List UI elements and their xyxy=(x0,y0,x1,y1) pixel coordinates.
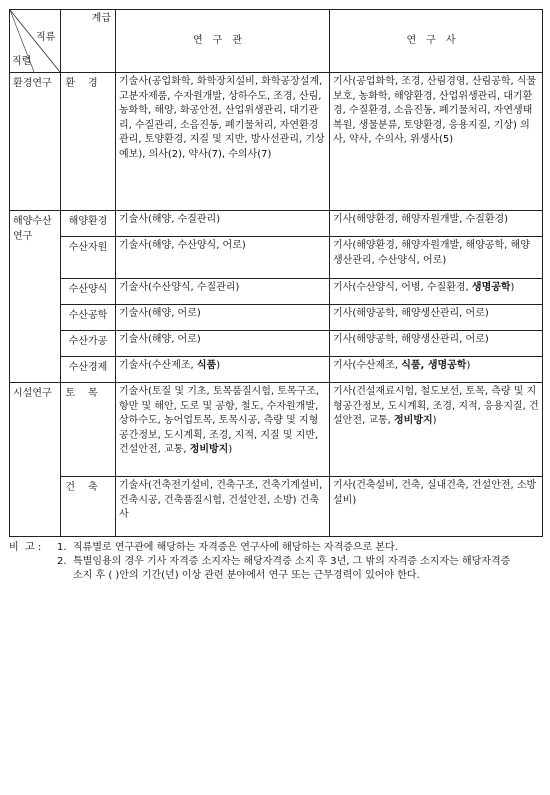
researcher-cell xyxy=(116,357,330,383)
table-row xyxy=(10,211,543,237)
researcher-column-header: 연구관 xyxy=(116,10,330,73)
header-corner-cell xyxy=(10,10,61,73)
researcher-cell: 기술사(해양, 어로) xyxy=(116,305,330,331)
note-number: 2. xyxy=(57,556,67,567)
assistant-text: 기사(수산양식, 어병, 수질환경, xyxy=(333,282,472,293)
researcher-cell: 기술사(해양, 수질관리) xyxy=(116,211,330,237)
assistant-emphasis: 정비방지 xyxy=(394,415,433,426)
duty-label: 직류 xyxy=(36,32,56,43)
assistant-text: 기사(수산제조, xyxy=(333,360,402,371)
assistant-cell xyxy=(330,383,543,477)
series-cell: 해양수산 연구 xyxy=(10,211,61,383)
qualification-table xyxy=(9,9,543,537)
assistant-cell: 기사(해양환경, 해양자원개발, 수질환경) xyxy=(330,211,543,237)
note-line xyxy=(9,555,542,569)
note-text: 특별임용의 경우 기사 자격증 소지자는 해당자격증 소지 후 3년, 그 밖의 자격증 소지자는 해당자격증 xyxy=(73,556,511,567)
assistant-emphasis: 생명공학 xyxy=(471,282,511,293)
researcher-cell: 기술사(수산양식, 수질관리) xyxy=(116,279,330,305)
assistant-cell: 기사(공업화학, 조경, 산림경영, 산림공학, 식물보호, 농화학, 해양환경, 산업위생관리, 대기환경, 수질환경, 소음진동, 폐기물처리, 자연생태복원, 생물분류, 토양환경, 응용지질, 기상) 의사, 약사, 수의사, 위생사(5) xyxy=(330,73,543,211)
duty-cell: 수산자원 xyxy=(61,237,116,279)
series-cell: 환경연구 xyxy=(10,73,61,211)
researcher-cell: 기술사(해양, 수산양식, 어로) xyxy=(116,237,330,279)
researcher-emphasis: 식품 xyxy=(196,360,217,371)
assistant-emphasis: 식품, 생명공학 xyxy=(401,360,467,371)
researcher-tail: ) xyxy=(216,360,221,371)
researcher-emphasis: 정비방지 xyxy=(189,444,229,455)
notes-section xyxy=(9,541,542,583)
note-text: 소지 후 ( )안의 기간(년) 이상 관련 분야에서 연구 또는 근무경력이 있어야 한다. xyxy=(73,570,420,581)
researcher-tail: ) xyxy=(228,444,233,455)
duty-cell: 해양환경 xyxy=(61,211,116,237)
duty-cell: 환경 xyxy=(61,73,116,211)
duty-cell: 수산공학 xyxy=(61,305,116,331)
table-row xyxy=(10,477,543,537)
note-line xyxy=(9,541,542,555)
assistant-cell: 기사(해양공학, 해양생산관리, 어로) xyxy=(330,305,543,331)
assistant-column-header: 연구사 xyxy=(330,10,543,73)
note-spacer xyxy=(57,569,73,583)
table-row xyxy=(10,383,543,477)
assistant-cell xyxy=(330,357,543,383)
assistant-text: 기사(건설재료시험, 철도보선, 토목, 측량 및 지형공간정보, 도시계획, 조경, 지적, 응용지질, 건설안전, 교통, xyxy=(333,386,539,426)
header-row xyxy=(10,10,543,73)
notes-lead: 비 고 : xyxy=(9,542,42,553)
note-line xyxy=(9,569,542,583)
table-row xyxy=(10,305,543,331)
table-row xyxy=(10,237,543,279)
duty-cell: 수산경제 xyxy=(61,357,116,383)
series-cell: 시설연구 xyxy=(10,383,61,537)
researcher-text: 기술사(수산제조, xyxy=(119,360,197,371)
assistant-tail: ) xyxy=(510,282,515,293)
assistant-cell: 기사(건축설비, 건축, 실내건축, 건설안전, 소방설비) xyxy=(330,477,543,537)
researcher-cell xyxy=(116,383,330,477)
table-row xyxy=(10,357,543,383)
note-number: 1. xyxy=(57,542,67,553)
table-row xyxy=(10,279,543,305)
assistant-cell: 기사(해양공학, 해양생산관리, 어로) xyxy=(330,331,543,357)
header-corner-cell-right xyxy=(61,10,116,73)
duty-cell: 토목 xyxy=(61,383,116,477)
duty-cell: 수산가공 xyxy=(61,331,116,357)
note-text: 직류별로 연구관에 해당하는 자격증은 연구사에 해당하는 자격증으로 본다. xyxy=(73,542,398,553)
assistant-tail: ) xyxy=(466,360,471,371)
researcher-cell: 기술사(해양, 어로) xyxy=(116,331,330,357)
table-row xyxy=(10,331,543,357)
researcher-cell: 기술사(건축전기설비, 건축구조, 건축기계설비, 건축시공, 건축품질시험, 건설안전, 소방) 건축사 xyxy=(116,477,330,537)
duty-cell: 수산양식 xyxy=(61,279,116,305)
assistant-cell: 기사(해양환경, 해양자원개발, 해양공학, 해양생산관리, 수산양식, 어로) xyxy=(330,237,543,279)
table-row xyxy=(10,73,543,211)
duty-cell: 건축 xyxy=(61,477,116,537)
researcher-cell: 기술사(공업화학, 화학장치설비, 화학공장설계, 고분자제품, 수자원개발, 상하수도, 조경, 산림, 농화학, 해양, 화공안전, 산업위생관리, 대기관리, 수질관리, 소음진동, 폐기물처리, 자연환경관리, 토양환경, 지질 및 지반, 방사선관리, 기상예보), 의사(2), 약사(7), 수의사(7) xyxy=(116,73,330,211)
researcher-text: 기술사(토질 및 기초, 토목품질시험, 토목구조, 항만 및 해안, 도로 및 공항, 철도, 수자원개발, 상하수도, 농어업토목, 토목시공, 측량 및 지형공간정보, 도시계획, 조경, 지적, 지질 및 지반, 건설안전, 교통, xyxy=(119,386,320,455)
assistant-tail: ) xyxy=(432,415,437,426)
series-label: 직렬 xyxy=(12,56,32,67)
assistant-cell xyxy=(330,279,543,305)
grade-label: 계급 xyxy=(91,13,111,24)
